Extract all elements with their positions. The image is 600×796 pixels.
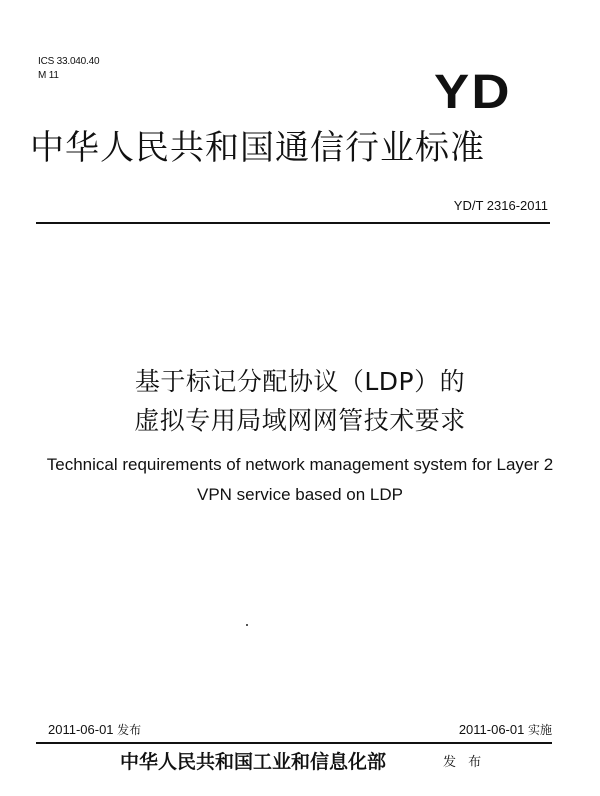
yd-logo: YD bbox=[434, 66, 512, 119]
english-title bbox=[0, 450, 600, 510]
standard-number: YD/T 2316-2011 bbox=[453, 198, 548, 213]
issue-date-label: 发布 bbox=[117, 723, 142, 737]
chinese-title bbox=[0, 362, 600, 440]
issuing-action: 发 布 bbox=[443, 755, 486, 770]
classification-codes bbox=[38, 55, 99, 83]
issuing-authority: 中华人民共和国工业和信息化部 bbox=[120, 751, 387, 773]
english-title-line-1: Technical requirements of network management system for Layer 2 bbox=[46, 455, 554, 474]
ics-code: ICS 33.040.40 bbox=[38, 56, 100, 67]
issue-date bbox=[48, 722, 141, 738]
english-title-line-2: VPN service based on LDP bbox=[197, 485, 403, 504]
chinese-title-line-2: 虚拟专用局域网网管技术要求 bbox=[134, 406, 466, 435]
implementation-date-value: 2011-06-01 bbox=[458, 722, 525, 737]
footer-divider bbox=[36, 742, 552, 744]
implementation-date-label: 实施 bbox=[527, 723, 552, 737]
stray-mark bbox=[246, 624, 248, 626]
header-divider bbox=[36, 222, 550, 224]
organization-title: 中华人民共和国通信行业标准 bbox=[30, 128, 485, 168]
issue-date-value: 2011-06-01 bbox=[48, 722, 114, 737]
implementation-date bbox=[459, 722, 552, 738]
ccs-code: M 11 bbox=[38, 70, 59, 81]
chinese-title-line-1: 基于标记分配协议（LDP）的 bbox=[134, 367, 466, 396]
